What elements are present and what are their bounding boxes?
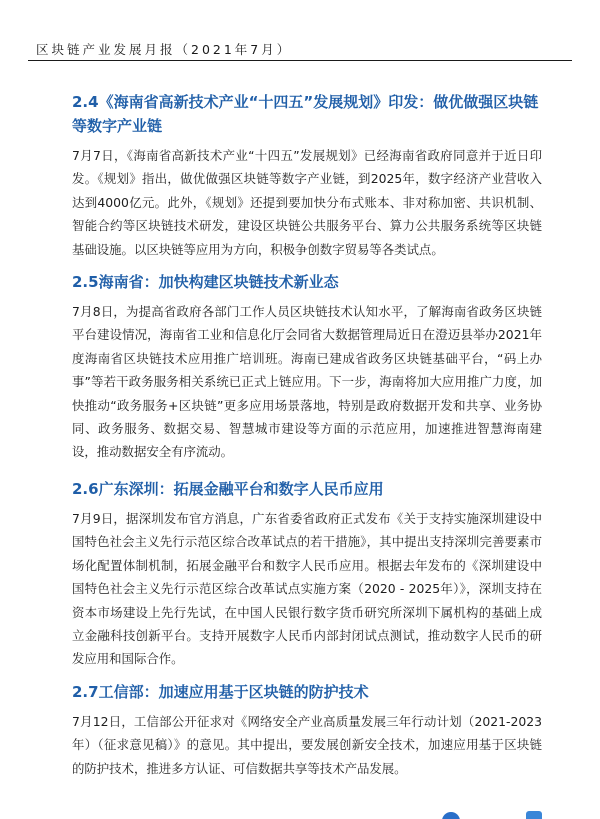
section-paragraph: 7月8日，为提高省政府各部门工作人员区块链技术认知水平，了解海南省政务区块链平台建设情况，海南省工业和信息化厅会同省大数据管理局近日在澄迈县举办2021年度海南省区块链技术应用推广培训班。海南已建成省政务区块链基础平台，“码上办事”等若干政务服务相关系统已正式上链应用。下一步，海南将加大应用推广力度，加快推动“政务服务+区块链”更多应用场景落地，特别是政府数据开发和共享、业务协同、政务服务、数据交易、智慧城市建设等方面的示范应用，加速推进智慧海南建设，推动数据安全有序流动。 bbox=[72, 304, 542, 460]
section-heading: 2.4《海南省高新技术产业“十四五”发展规划》印发：做优做强区块链等数字产业链 bbox=[72, 93, 539, 135]
section-heading: 2.5海南省：加快构建区块链技术新业态 bbox=[72, 273, 339, 291]
footer-logos bbox=[430, 808, 600, 819]
section-paragraph: 7月9日，据深圳发布官方消息，广东省委省政府正式发布《关于支持实施深圳建设中国特色社会主义先行示范区综合改革试点的若干措施》，其中提出支持深圳完善要素市场化配置体制机制，拓展金融平台和数字人民币应用。根据去年发布的《深圳建设中国特色社会主义先行示范区综合改革试点实施方案（2020 - 2025年）》，深圳支持在资本市场建设上先行先试，在中国人民银行数字货币研究所深圳下属机构的基础上成立金融科技创新平台。支持开展数字人民币内部封闭试点测试，推动数字人民币的研发应用和国际合作。 bbox=[72, 511, 542, 667]
section-2-6 bbox=[72, 477, 542, 671]
page-header bbox=[0, 0, 600, 62]
section-2-5 bbox=[72, 270, 542, 464]
partner-logo-icon bbox=[526, 811, 542, 819]
publisher-logo-icon bbox=[442, 812, 460, 819]
section-heading: 2.7工信部：加速应用基于区块链的防护技术 bbox=[72, 683, 369, 701]
section-2-7 bbox=[72, 680, 542, 780]
section-heading: 2.6广东深圳：拓展金融平台和数字人民币应用 bbox=[72, 480, 384, 498]
section-paragraph: 7月7日，《海南省高新技术产业“十四五”发展规划》已经海南省政府同意并于近日印发。《规划》指出，做优做强区块链等数字产业链，到2025年，数字经济产业营收入达到4000亿元。此外，《规划》还提到要加快分布式账本、非对称加密、共识机制、智能合约等区块链技术研发，建设区块链公共服务平台、算力公共服务系统等区块链基础设施。以区块链等应用为方向，积极争创数字贸易等各类试点。 bbox=[72, 148, 542, 257]
header-divider bbox=[28, 60, 572, 61]
section-paragraph: 7月12日，工信部公开征求对《网络安全产业高质量发展三年行动计划（2021-2023年）（征求意见稿）》的意见。其中提出，要发展创新安全技术，加速应用基于区块链的防护技术，推进多方认证、可信数据共享等技术产品发展。 bbox=[72, 714, 542, 776]
section-2-4 bbox=[72, 90, 542, 261]
report-title: 区块链产业发展月报（2021年7月） bbox=[36, 42, 293, 57]
